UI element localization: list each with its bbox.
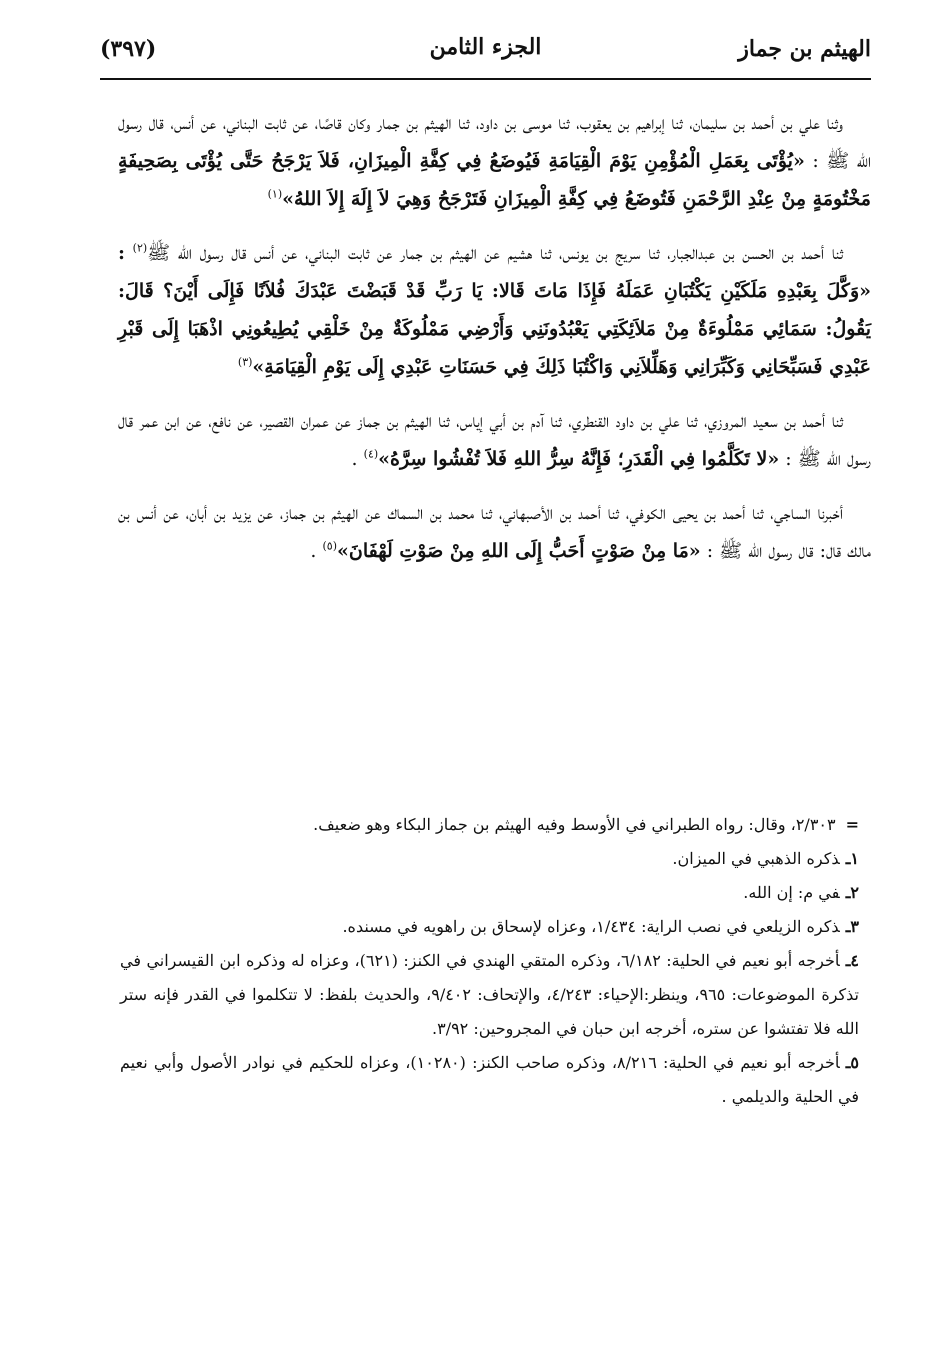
footnotes bbox=[120, 808, 859, 1114]
page-number: (٣٩٧) bbox=[100, 36, 157, 62]
footnote-number: ٥ـ bbox=[845, 1053, 859, 1072]
continuation-text: ٢/٣٠٣، وقال: رواه الطبراني في الأوسط وفيه الهيثم بن جماز البكاء وهو ضعيف. bbox=[313, 815, 836, 834]
footnote-ref: (٥) bbox=[322, 539, 338, 553]
footnote-number: ٤ـ bbox=[845, 951, 860, 970]
footnote-text: أخرجه أبو نعيم في الحلية: ٨/٢١٦، وذكره صاحب الكنز: (١٠٢٨٠)، وعزاه للحكيم في نوادر الأصول وأبي نعيم في الحلية والديلمي . bbox=[120, 1053, 859, 1106]
footnote-text: ذكره الزيلعي في نصب الراية: ١/٤٣٤، وعزاه لإسحاق بن راهويه في مسنده. bbox=[342, 917, 840, 936]
paragraph-end: . bbox=[310, 540, 323, 562]
main-text bbox=[118, 104, 871, 586]
page-header bbox=[100, 30, 871, 80]
footnote-ref: (١) bbox=[267, 187, 283, 201]
paragraph-1 bbox=[118, 104, 871, 218]
footnote-4 bbox=[120, 944, 859, 1046]
isnad-text: وثنا علي بن أحمد بن سليمان، ثنا إبراهيم بن يعقوب، ثنا موسى بن داود، ثنا الهيثم بن جمار وكان قاصًا، عن ثابت البناني، عن أنس، قال رسول الله ﷺ : bbox=[118, 112, 871, 172]
footnote-text: في م: إن الله. bbox=[743, 883, 840, 902]
footnote-continuation bbox=[120, 808, 859, 842]
paragraph-4 bbox=[118, 494, 871, 570]
hadith-quote: : «وَكَّلَ بِعَبْدِهِ مَلَكَيْنِ يَكْتُبَانِ عَمَلَهُ فَإِذَا مَاتَ قَالا: يَا رَبِّ قَدْ قَبَضْتَ عَبْدَكَ فُلاَنًا فَإِلَى أَيْنَ؟ قَالَ: يَقُولُ: سَمَائِي مَمْلُوءَةٌ مِنْ مَلاَئِكَتِي يَعْبُدُونَنِي وَأَرْضِي مَمْلُوكَةٌ مِنْ خَلْقِي يُطِيعُونِي اذْهَبَا إِلَى قَبْرِ عَبْدِي فَسَبِّحَانِي وَكَبِّرَانِي وَهَلِّلاَنِي وَاكْتُبَا ذَلِكَ فِي حَسَنَاتِ عَبْدِي إِلَى يَوْمِ الْقِيَامَةِ» bbox=[118, 242, 871, 378]
paragraph-3 bbox=[118, 402, 871, 478]
volume-title: الجزء الثامن bbox=[429, 34, 542, 60]
hadith-quote: «مَا مِنْ صَوْتٍ أَحَبُّ إِلَى اللهِ مِنْ صَوْتِ لَهْفَانَ» bbox=[337, 540, 701, 562]
footnote-5 bbox=[120, 1046, 859, 1114]
footnote-number: ٣ـ bbox=[845, 917, 859, 936]
running-title: الهيثم بن جماز bbox=[738, 36, 871, 62]
footnote-ref: (٤) bbox=[363, 447, 379, 461]
footnote-2 bbox=[120, 876, 859, 910]
continuation-mark: = bbox=[845, 815, 859, 834]
isnad-text: ثنا أحمد بن الحسن بن عبدالجبار، ثنا سريج بن يونس، ثنا هشيم عن الهيثم بن جمار عن ثابت البناني، عن أنس قال رسول الله ﷺ bbox=[147, 242, 843, 264]
footnote-3 bbox=[120, 910, 859, 944]
isnad-text: أخبرنا الساجي، ثنا أحمد بن يحيى الكوفي، ثنا أحمد بن الأصبهاني، ثنا محمد بن السماك عن الهيثم بن جماز، عن يزيد بن أبان، عن أنس بن مالك قال: قال رسول الله ﷺ : bbox=[118, 502, 871, 562]
footnote-1 bbox=[120, 842, 859, 876]
hadith-quote: «يُؤْتَى بِعَمَلِ الْمُؤْمِنِ يَوْمَ الْقِيَامَةِ فَيُوضَعُ فِي كِفَّةِ الْمِيزَانِ، فَلاَ يَرْجَحُ حَتَّى يُؤْتَى بِصَحِيفَةٍ مَخْتُومَةٍ مِنْ عِنْدِ الرَّحْمَنِ فَتُوضَعُ فِي كِفَّةِ الْمِيزَانِ فَتَرْجَحُ وَهِيَ لاَ إِلَهَ إِلاَ اللهُ» bbox=[118, 150, 871, 210]
footnote-ref: (٣) bbox=[237, 355, 253, 369]
footnote-text: ذكره الذهبي في الميزان. bbox=[672, 849, 840, 868]
paragraph-end: . bbox=[351, 448, 364, 470]
paragraph-2 bbox=[118, 234, 871, 386]
footnote-text: أخرجه أبو نعيم في الحلية: ٦/١٨٢، وذكره المتقي الهندي في الكنز: (٦٢١)، وعزاه له وذكره ابن القيسراني في تذكرة الموضوعات: ٩٦٥، وينظر:الإحياء: ٤/٢٤٣، والإتحاف: ٩/٤٠٢، والحديث بلفظ: لا تتكلموا في القدر فإنه ستر الله فلا تفتشوا عن ستره، أخرجه ابن حبان في المجروحين: ٣/٩٢. bbox=[120, 951, 860, 1038]
footnote-number: ١ـ bbox=[845, 849, 859, 868]
isnad-text: ثنا أحمد بن سعيد المروزي، ثنا علي بن داود القنطري، ثنا آدم بن أبي إياس، ثنا الهيثم بن جماز عن عمران القصير، عن نافع، عن ابن عمر قال رسول الله ﷺ : bbox=[118, 410, 871, 470]
footnote-ref: (٢) bbox=[132, 241, 148, 255]
hadith-quote: «لا تَكَلَّمُوا فِي الْقَدَرِ؛ فَإِنَّهُ سِرُّ اللهِ فَلاَ تُفْشُوا سِرَّهُ» bbox=[378, 448, 780, 470]
footnote-number: ٢ـ bbox=[845, 883, 859, 902]
